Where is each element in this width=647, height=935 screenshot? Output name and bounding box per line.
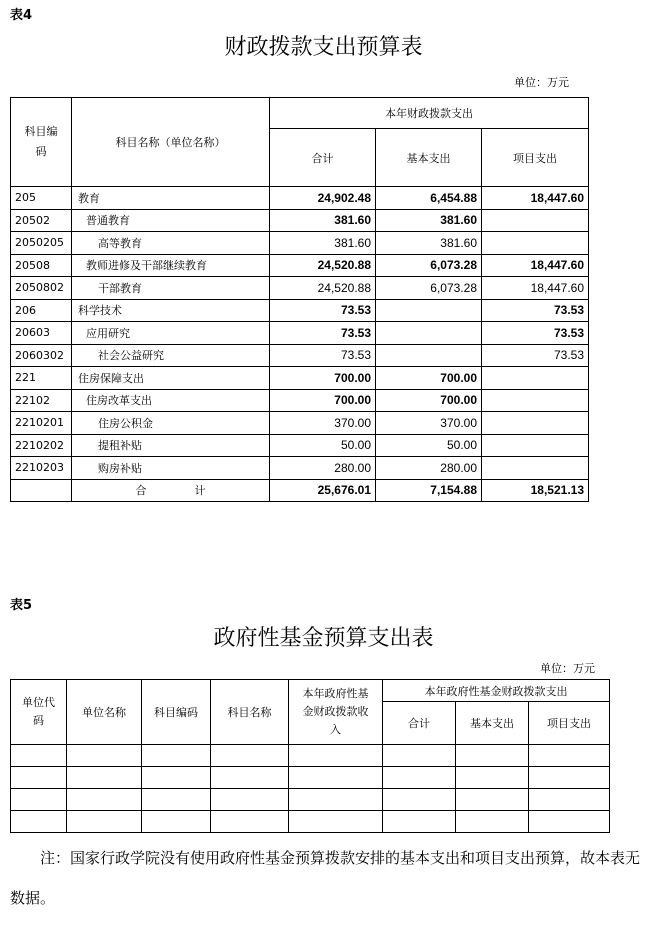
- row-total: 370.00: [270, 412, 376, 435]
- table-row: [11, 232, 589, 255]
- row-name: 高等教育: [72, 232, 270, 255]
- row-basic: 370.00: [376, 412, 482, 435]
- table-row: [11, 367, 589, 390]
- t5-empty-row: [11, 767, 610, 789]
- row-total: 280.00: [270, 457, 376, 480]
- row-code: 2210202: [11, 434, 72, 457]
- header-basic: 基本支出: [376, 129, 482, 187]
- row-basic: 6,073.28: [376, 254, 482, 277]
- row-name: 科学技术: [72, 299, 270, 322]
- t5-header-basic: 基本支出: [456, 702, 529, 745]
- header-name: 科目名称（单位名称）: [72, 98, 270, 187]
- table-row: [11, 412, 589, 435]
- t5-header-total: 合计: [383, 702, 456, 745]
- row-basic: [376, 299, 482, 322]
- sum-row-code: [11, 479, 72, 502]
- row-code: 2210201: [11, 412, 72, 435]
- table5-note: 注：国家行政学院没有使用政府性基金预算拨款安排的基本支出和项目支出预算，故本表无数据。: [10, 849, 641, 907]
- sum-total: 25,676.01: [270, 479, 376, 502]
- row-code: 2060302: [11, 344, 72, 367]
- row-name: 教育: [72, 187, 270, 210]
- table-row: [11, 434, 589, 457]
- row-name: 购房补贴: [72, 457, 270, 480]
- row-basic: [376, 344, 482, 367]
- row-code: 221: [11, 367, 72, 390]
- row-total: 73.53: [270, 322, 376, 345]
- sum-basic: 7,154.88: [376, 479, 482, 502]
- table-row: [11, 299, 589, 322]
- t5-empty-row: [11, 811, 610, 833]
- row-code: 22102: [11, 389, 72, 412]
- row-project: [482, 434, 589, 457]
- row-project: 18,447.60: [482, 277, 589, 300]
- row-code: 2050205: [11, 232, 72, 255]
- row-project: 73.53: [482, 322, 589, 345]
- row-total: 700.00: [270, 367, 376, 390]
- row-basic: 280.00: [376, 457, 482, 480]
- row-code: 205: [11, 187, 72, 210]
- row-project: 18,447.60: [482, 254, 589, 277]
- t5-header-subject-name: 科目名称: [211, 680, 289, 745]
- table4: [10, 97, 589, 502]
- row-total: 700.00: [270, 389, 376, 412]
- row-project: [482, 457, 589, 480]
- row-name: 社会公益研究: [72, 344, 270, 367]
- row-name: 住房公积金: [72, 412, 270, 435]
- row-name: 应用研究: [72, 322, 270, 345]
- row-code: 206: [11, 299, 72, 322]
- row-project: [482, 389, 589, 412]
- row-project: 73.53: [482, 299, 589, 322]
- table5-title: 政府性基金预算支出表: [213, 626, 434, 651]
- row-total: 24,520.88: [270, 254, 376, 277]
- row-basic: 381.60: [376, 232, 482, 255]
- row-total: 381.60: [270, 209, 376, 232]
- t5-empty-row: [11, 745, 610, 767]
- header-group: 本年财政拨款支出: [270, 98, 589, 129]
- row-total: 381.60: [270, 232, 376, 255]
- table5-unit: 单位：万元: [540, 662, 595, 675]
- t5-header-unit-name: 单位名称: [67, 680, 142, 745]
- row-basic: [376, 322, 482, 345]
- row-code: 2210203: [11, 457, 72, 480]
- row-basic: 700.00: [376, 389, 482, 412]
- row-project: 73.53: [482, 344, 589, 367]
- row-code: 20502: [11, 209, 72, 232]
- row-project: [482, 367, 589, 390]
- header-project: 项目支出: [482, 129, 589, 187]
- row-name: 住房改革支出: [72, 389, 270, 412]
- row-name: 住房保障支出: [72, 367, 270, 390]
- t5-header-unit-code: 单位代 码: [11, 680, 67, 745]
- table5: [10, 679, 610, 833]
- row-code: 2050802: [11, 277, 72, 300]
- header-code: 科目编 码: [11, 98, 72, 187]
- header-total: 合计: [270, 129, 376, 187]
- row-project: [482, 412, 589, 435]
- table-row: [11, 457, 589, 480]
- row-total: 73.53: [270, 344, 376, 367]
- t5-empty-row: [11, 789, 610, 811]
- table-row: [11, 389, 589, 412]
- row-total: 24,520.88: [270, 277, 376, 300]
- t5-header-group: 本年政府性基金财政拨款支出: [383, 680, 610, 702]
- row-name: 提租补贴: [72, 434, 270, 457]
- sum-row: [11, 479, 589, 502]
- row-name: 普通教育: [72, 209, 270, 232]
- table-row: [11, 322, 589, 345]
- row-basic: 381.60: [376, 209, 482, 232]
- row-code: 20508: [11, 254, 72, 277]
- row-total: 50.00: [270, 434, 376, 457]
- row-project: 18,447.60: [482, 187, 589, 210]
- row-basic: 50.00: [376, 434, 482, 457]
- table5-label: 表5: [10, 598, 33, 613]
- row-name: 干部教育: [72, 277, 270, 300]
- table4-title: 财政拨款支出预算表: [224, 35, 423, 60]
- table4-unit: 单位：万元: [514, 76, 569, 89]
- row-basic: 700.00: [376, 367, 482, 390]
- row-total: 24,902.48: [270, 187, 376, 210]
- table-row: [11, 344, 589, 367]
- row-code: 20603: [11, 322, 72, 345]
- t5-header-subject-code: 科目编码: [142, 680, 211, 745]
- row-name: 教师进修及干部继续教育: [72, 254, 270, 277]
- t5-header-project: 项目支出: [529, 702, 610, 745]
- table-row: [11, 277, 589, 300]
- row-basic: 6,073.28: [376, 277, 482, 300]
- table4-label: 表4: [10, 8, 33, 23]
- t5-header-income: 本年政府性基 金财政拨款收 入: [289, 680, 383, 745]
- row-basic: 6,454.88: [376, 187, 482, 210]
- row-total: 73.53: [270, 299, 376, 322]
- sum-project: 18,521.13: [482, 479, 589, 502]
- sum-label: 合 计: [72, 479, 270, 502]
- row-project: [482, 232, 589, 255]
- table-row: [11, 187, 589, 210]
- table-row: [11, 254, 589, 277]
- row-project: [482, 209, 589, 232]
- table-row: [11, 209, 589, 232]
